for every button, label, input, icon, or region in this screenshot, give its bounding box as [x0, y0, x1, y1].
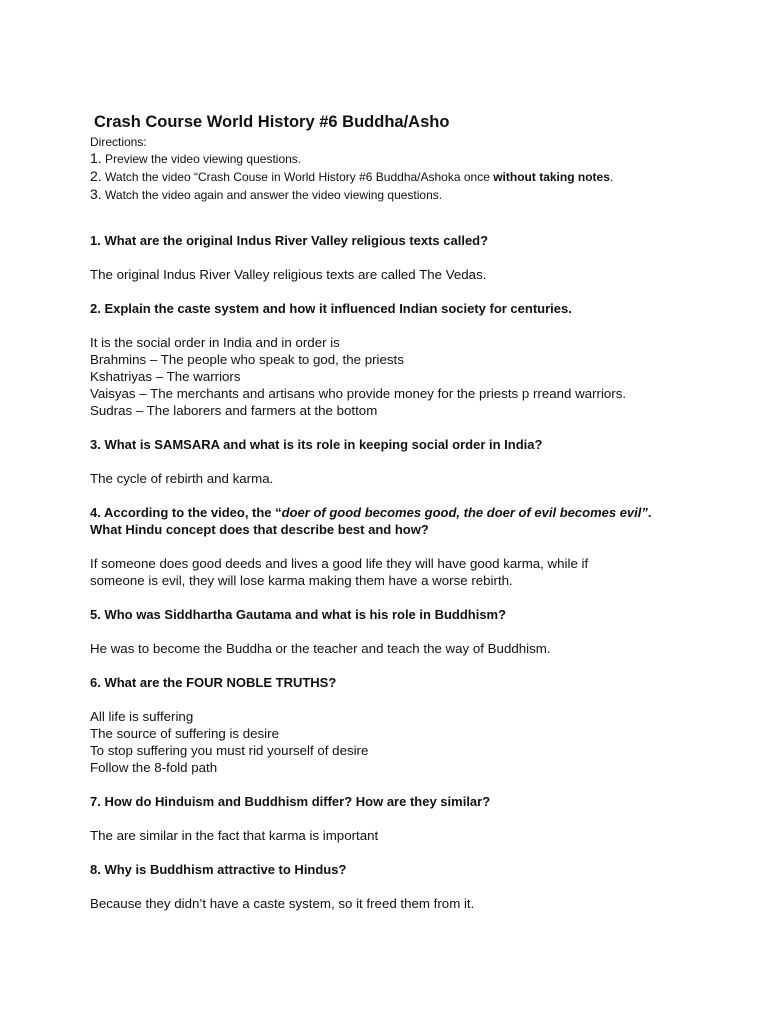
answer-line: To stop suffering you must rid yourself of desire — [90, 743, 369, 758]
question-text: 2. Explain the caste system and how it influenced Indian society for centuries. — [90, 301, 572, 316]
answer-text — [90, 470, 690, 487]
question-text: 7. How do Hinduism and Buddhism differ? How are they similar? — [90, 794, 491, 809]
answer-text — [90, 555, 690, 589]
directions-label: Directions: — [90, 135, 147, 149]
answer-line: Sudras – The laborers and farmers at the bottom — [90, 403, 378, 418]
question-text: 3. What is SAMSARA and what is its role in keeping social order in India? — [90, 437, 543, 452]
answer-line: The original Indus River Valley religious texts are called The Vedas. — [90, 267, 487, 282]
question-quote: doer of good becomes good, the doer of evil becomes evil” — [281, 505, 648, 520]
direction-item — [90, 186, 690, 204]
document-title: Crash Course World History #6 Buddha/Asho — [94, 113, 450, 131]
question-text: 5. Who was Siddhartha Gautama and what is his role in Buddhism? — [90, 607, 507, 622]
answer-line: Kshatriyas – The warriors — [90, 369, 241, 384]
answer-line: someone is evil, they will lose karma making them have a worse rebirth. — [90, 573, 513, 588]
question-block — [90, 674, 690, 776]
question-text: 6. What are the FOUR NOBLE TRUTHS? — [90, 675, 337, 690]
direction-number: 1. — [90, 150, 102, 166]
direction-item — [90, 168, 690, 186]
answer-text — [90, 334, 690, 419]
question-block — [90, 504, 690, 589]
answer-line: Vaisyas – The merchants and artisans who provide money for the priests p rreand warriors. — [90, 386, 627, 401]
question-text-line2: What Hindu concept does that describe best and how? — [90, 522, 429, 537]
worksheet-page — [90, 112, 690, 912]
answer-text — [90, 266, 690, 283]
question-block — [90, 436, 690, 487]
direction-number: 2. — [90, 168, 102, 184]
question-text: 1. What are the original Indus River Valley religious texts called? — [90, 233, 489, 248]
answer-line: It is the social order in India and in order is — [90, 335, 340, 350]
question-text — [90, 504, 690, 521]
direction-text: Watch the video again and answer the video viewing questions. — [101, 188, 443, 202]
direction-text: Preview the video viewing questions. — [101, 152, 302, 166]
answer-text — [90, 895, 690, 912]
answer-line: The source of suffering is desire — [90, 726, 279, 741]
answer-line: If someone does good deeds and lives a good life they will have good karma, while if — [90, 556, 589, 571]
answer-line: Brahmins – The people who speak to god, the priests — [90, 352, 404, 367]
direction-item — [90, 150, 690, 168]
question-block — [90, 793, 690, 844]
answer-line: He was to become the Buddha or the teacher and teach the way of Buddhism. — [90, 641, 551, 656]
question-prefix: 4. According to the video, the “ — [90, 505, 282, 520]
direction-number: 3. — [90, 186, 102, 202]
direction-text: Watch the video “Crash Couse in World History #6 Buddha/Ashoka once — [101, 170, 494, 184]
answer-line: All life is suffering — [90, 709, 194, 724]
question-block — [90, 232, 690, 283]
question-block — [90, 606, 690, 657]
answer-line: The are similar in the fact that karma is important — [90, 828, 379, 843]
answer-line: Follow the 8-fold path — [90, 760, 218, 775]
question-text: 8. Why is Buddhism attractive to Hindus? — [90, 862, 347, 877]
answer-line: Because they didn’t have a caste system, so it freed them from it. — [90, 896, 475, 911]
answer-text — [90, 640, 690, 657]
question-block — [90, 861, 690, 912]
answer-text — [90, 827, 690, 844]
direction-text-end: . — [609, 170, 614, 184]
answer-text — [90, 708, 690, 776]
question-suffix: . — [647, 505, 652, 520]
question-block — [90, 300, 690, 419]
answer-line: The cycle of rebirth and karma. — [90, 471, 274, 486]
direction-emphasis: without taking notes — [493, 170, 610, 184]
